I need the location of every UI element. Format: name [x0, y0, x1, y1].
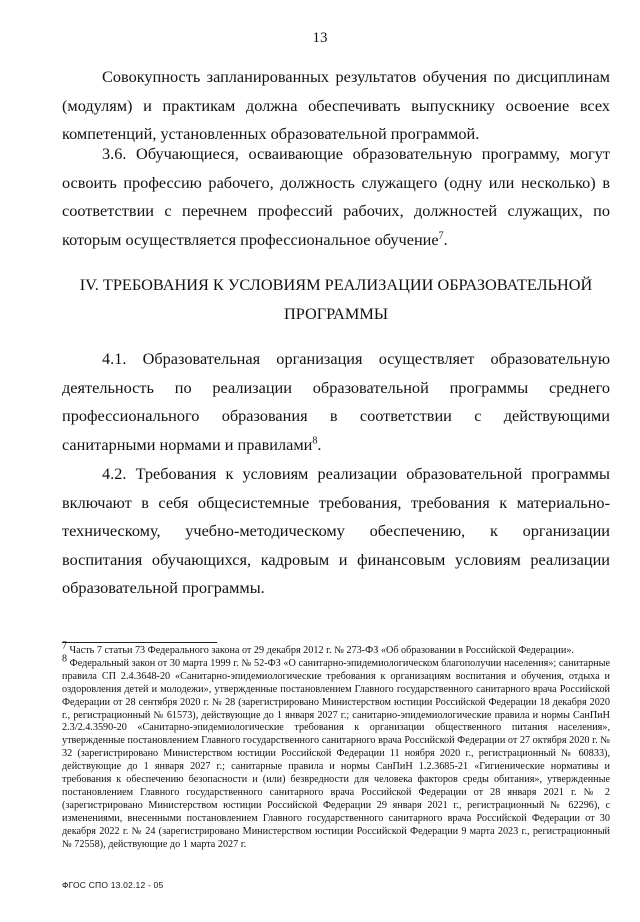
paragraph-text: 4.2. Требования к условиям реализации образовательной программы включают в себя общесистемные требования, требования к материально-техническому, учебно-методическому обеспечению, к организации воспитания обучающихся, кадровым и финансовым условиям реализации образовательной программы. — [62, 464, 610, 598]
paragraph-4-1 — [62, 345, 610, 459]
paragraph-text: 4.1. Образовательная организация осуществляет образовательную деятельность по реализации образовательной программы среднего профессионального образования в соответствии с действующими санитарными нормами и правилами — [62, 349, 610, 454]
footnotes — [62, 640, 610, 852]
page-number: 13 — [312, 30, 328, 46]
paragraph-text: 3.6. Обучающиеся, осваивающие образовательную программу, могут освоить профессию рабочего, должность служащего (одну или несколько) в соответствии с перечнем профессий рабочих, должностей служащих, по которым осуществляется профессиональное обучение — [62, 144, 610, 249]
paragraph-4-2 — [62, 460, 610, 603]
paragraph-text: Совокупность запланированных результатов обучения по дисциплинам (модулям) и практикам должна обеспечивать выпускнику освоение всех компетенций, установленных образовательной программой. — [62, 67, 610, 144]
paragraph-competencies — [62, 63, 610, 149]
paragraph-3-6 — [62, 140, 610, 254]
footnote-mark-8: 8 — [62, 653, 67, 665]
paragraph-text-with-footnote: 3.6. Обучающиеся, осваивающие образовательную программу, могут освоить профессию рабочего, должность служащего (одну или несколько) в соответствии с перечнем профессий рабочих, должностей служащих, по которым осуществляется профессиональное обучение$^7$. — [62, 144, 610, 249]
footnote-divider — [62, 642, 217, 643]
section-heading-iv: IV. ТРЕБОВАНИЯ К УСЛОВИЯМ РЕАЛИЗАЦИИ ОБРАЗОВАТЕЛЬНОЙ ПРОГРАММЫ — [79, 275, 593, 323]
footnote-7 — [62, 640, 610, 658]
footnote-ref-7[interactable]: 7 — [438, 230, 444, 242]
footnote-ref-8[interactable]: 8 — [312, 435, 318, 447]
footnote-text: Федеральный закон от 30 марта 1999 г. № 52-ФЗ «О санитарно-эпидемиологическом благополучии населения»; санитарные правила СП 2.4.3648-20 «Санитарно-эпидемиологические требования к организациям воспитания и обучения, отдыха и оздоровления детей и молодежи», утвержденные постановлением Главного государственного санитарного врача Российской Федерации от 28 сентября 2020 г. № 28 (зарегистрировано Министерством юстиции Российской Федерации 18 декабря 2020 г., регистрационный № 61573), действующие до 1 января 2027 г.; санитарно-эпидемиологические правила и нормы СанПиН 2.3/2.4.3590-20 «Санитарно-эпидемиологические требования к организации общественного питания населения», утвержденные постановлением Главного государственного санитарного врача Российской Федерации от 27 октября 2020 г. № 32 (зарегистрировано Министерством юстиции Российской Федерации 11 ноября 2020 г., регистрационный № 60833), действующие до 1 января 2027 г.; санитарные правила и нормы СанПиН 1.2.3685-21 «Гигиенические нормативы и требования к обеспечению безопасности и (или) безвредности для человека факторов среды обитания», утвержденные постановлением Главного государственного санитарного врача Российской Федерации от 28 января 2021 г. № 2 (зарегистрировано Министерством юстиции Российской Федерации 29 января 2021 г., регистрационный № 62296), с изменениями, внесенными постановлением Главного государственного санитарного врача Российской Федерации от 30 декабря 2022 г. № 24 (зарегистрировано Министерством юстиции Российской Федерации 9 марта 2023 г., регистрационный № 72558), действующие до 1 марта 2027 г. — [62, 657, 610, 850]
document-code: ФГОС СПО 13.02.12 - 05 — [62, 880, 164, 890]
footnote-mark-7: 7 — [62, 640, 67, 652]
footnote-8 — [62, 653, 610, 852]
paragraph-text-with-footnote: 4.1. Образовательная организация осуществляет образовательную деятельность по реализации образовательной программы среднего профессионального образования в соответствии с действующими санитарными нормами и правилами$^8$. — [62, 349, 610, 454]
footnote-text: Часть 7 статьи 73 Федерального закона от 29 декабря 2012 г. № 273-ФЗ «Об образовании в Российской Федерации». — [67, 645, 574, 656]
